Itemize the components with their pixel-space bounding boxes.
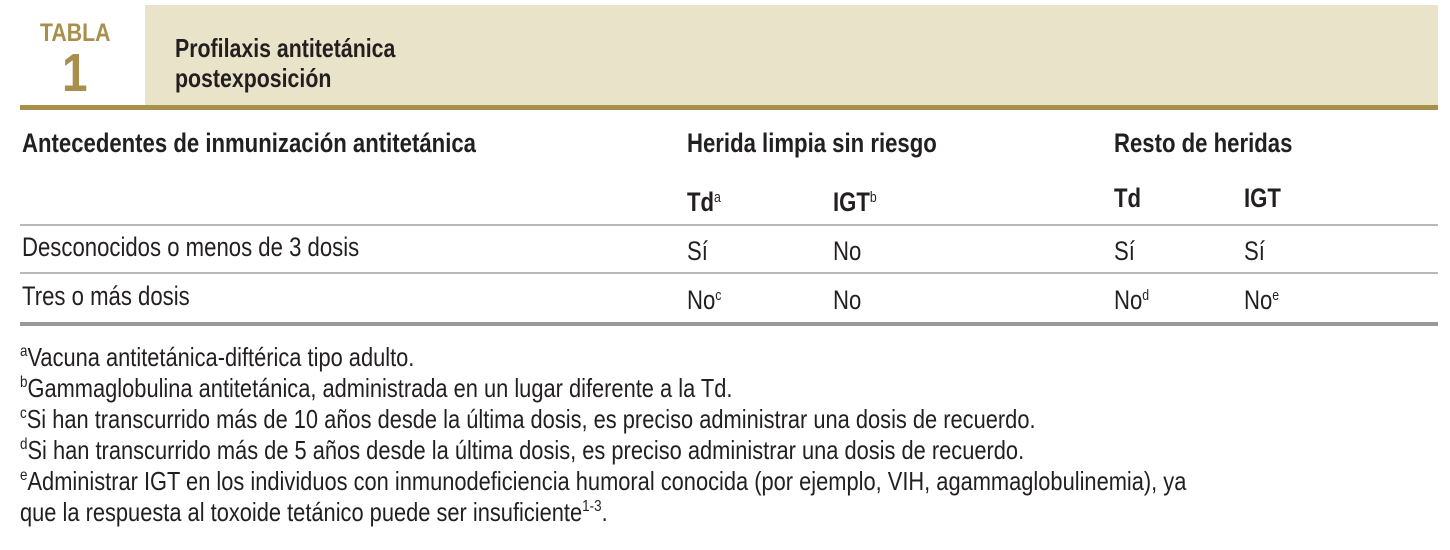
cell-value: No (1244, 285, 1273, 315)
cell-value: Sí (687, 236, 708, 266)
footnote-text: Vacuna antitetánica-diftérica tipo adulto. (27, 342, 415, 372)
footnote-mark: a (714, 189, 721, 206)
row-2-clean-td (687, 281, 721, 315)
footnote-text: Si han transcurrido más de 5 años desde la última dosis, es preciso administrar una dosis de recuerdo. (27, 435, 1025, 465)
footnote-mark: b (869, 189, 877, 206)
column-header-other-wounds: Resto de heridas (1114, 128, 1293, 158)
table-bottom-rule (20, 322, 1438, 326)
footnote-mark: d (20, 436, 28, 453)
subheader-clean-td (687, 183, 721, 217)
reference-mark: 1-3 (582, 498, 602, 515)
row-1-other-td (1114, 232, 1135, 266)
table-title (175, 33, 395, 93)
cell-value: Sí (1244, 236, 1265, 266)
footnote-text: que la respuesta al toxoide tetánico puede ser insuficiente (20, 497, 583, 527)
cell-value: No (687, 285, 716, 315)
column-header-history: Antecedentes de inmunización antitetánica (22, 128, 476, 158)
footnote-text: Si han transcurrido más de 10 años desde la última dosis, es preciso administrar una dosis de recuerdo. (26, 404, 1036, 434)
footnote-mark: a (20, 343, 28, 360)
column-header-clean-wound: Herida limpia sin riesgo (687, 128, 937, 158)
row-2-other-td (1114, 281, 1149, 315)
footnote-e (20, 461, 1186, 496)
subheader-clean-igt (833, 183, 877, 217)
footnote-text: Administrar IGT en los individuos con inmunodeficiencia humoral conocida (por ejemplo, VIH, agammaglobulinemia), ya (27, 466, 1187, 496)
footnote-e-continued (20, 492, 608, 527)
footnote-period: . (601, 497, 608, 527)
footnote-mark: c (715, 287, 722, 304)
table-label-number: 1 (62, 43, 88, 103)
footnote-d (20, 430, 1024, 465)
cell-value: No (833, 285, 862, 315)
header-rule (20, 105, 1438, 110)
footnote-text: Gammaglobulina antitetánica, administrada en un lugar diferente a la Td. (27, 373, 733, 403)
table-label-box (20, 5, 145, 105)
footnote-a (20, 337, 414, 372)
row-1-history: Desconocidos o menos de 3 dosis (22, 232, 360, 262)
table-header (20, 5, 1438, 105)
row-1-clean-igt (833, 232, 861, 266)
table-label-word: TABLA (40, 19, 111, 47)
subheader-other-td: Td (1114, 183, 1142, 213)
cell-value: No (1114, 285, 1143, 315)
cell-value: No (833, 236, 862, 266)
table-title-box (145, 5, 1438, 105)
table-title-line-1: Profilaxis antitetánica (175, 33, 396, 63)
subheader-other-igt: IGT (1244, 183, 1281, 213)
row-2-clean-igt (833, 281, 861, 315)
row-1-clean-td (687, 232, 708, 266)
row-2-other-igt (1244, 281, 1279, 315)
footnote-mark: e (1272, 287, 1280, 304)
cell-value: Sí (1114, 236, 1135, 266)
footnote-mark: b (20, 374, 28, 391)
subheader-clean-igt-label: IGT (833, 187, 870, 217)
row-1-other-igt (1244, 232, 1265, 266)
table-title-line-2: postexposición (175, 63, 332, 93)
footnote-b (20, 368, 732, 403)
footnote-mark: c (20, 405, 27, 422)
footnote-c (20, 399, 1036, 434)
footnote-mark: e (20, 467, 28, 484)
subheader-clean-td-label: Td (687, 187, 715, 217)
header-divider (20, 224, 1438, 226)
row-divider (20, 272, 1438, 274)
footnote-mark: d (1142, 287, 1150, 304)
row-2-history: Tres o más dosis (22, 281, 190, 311)
